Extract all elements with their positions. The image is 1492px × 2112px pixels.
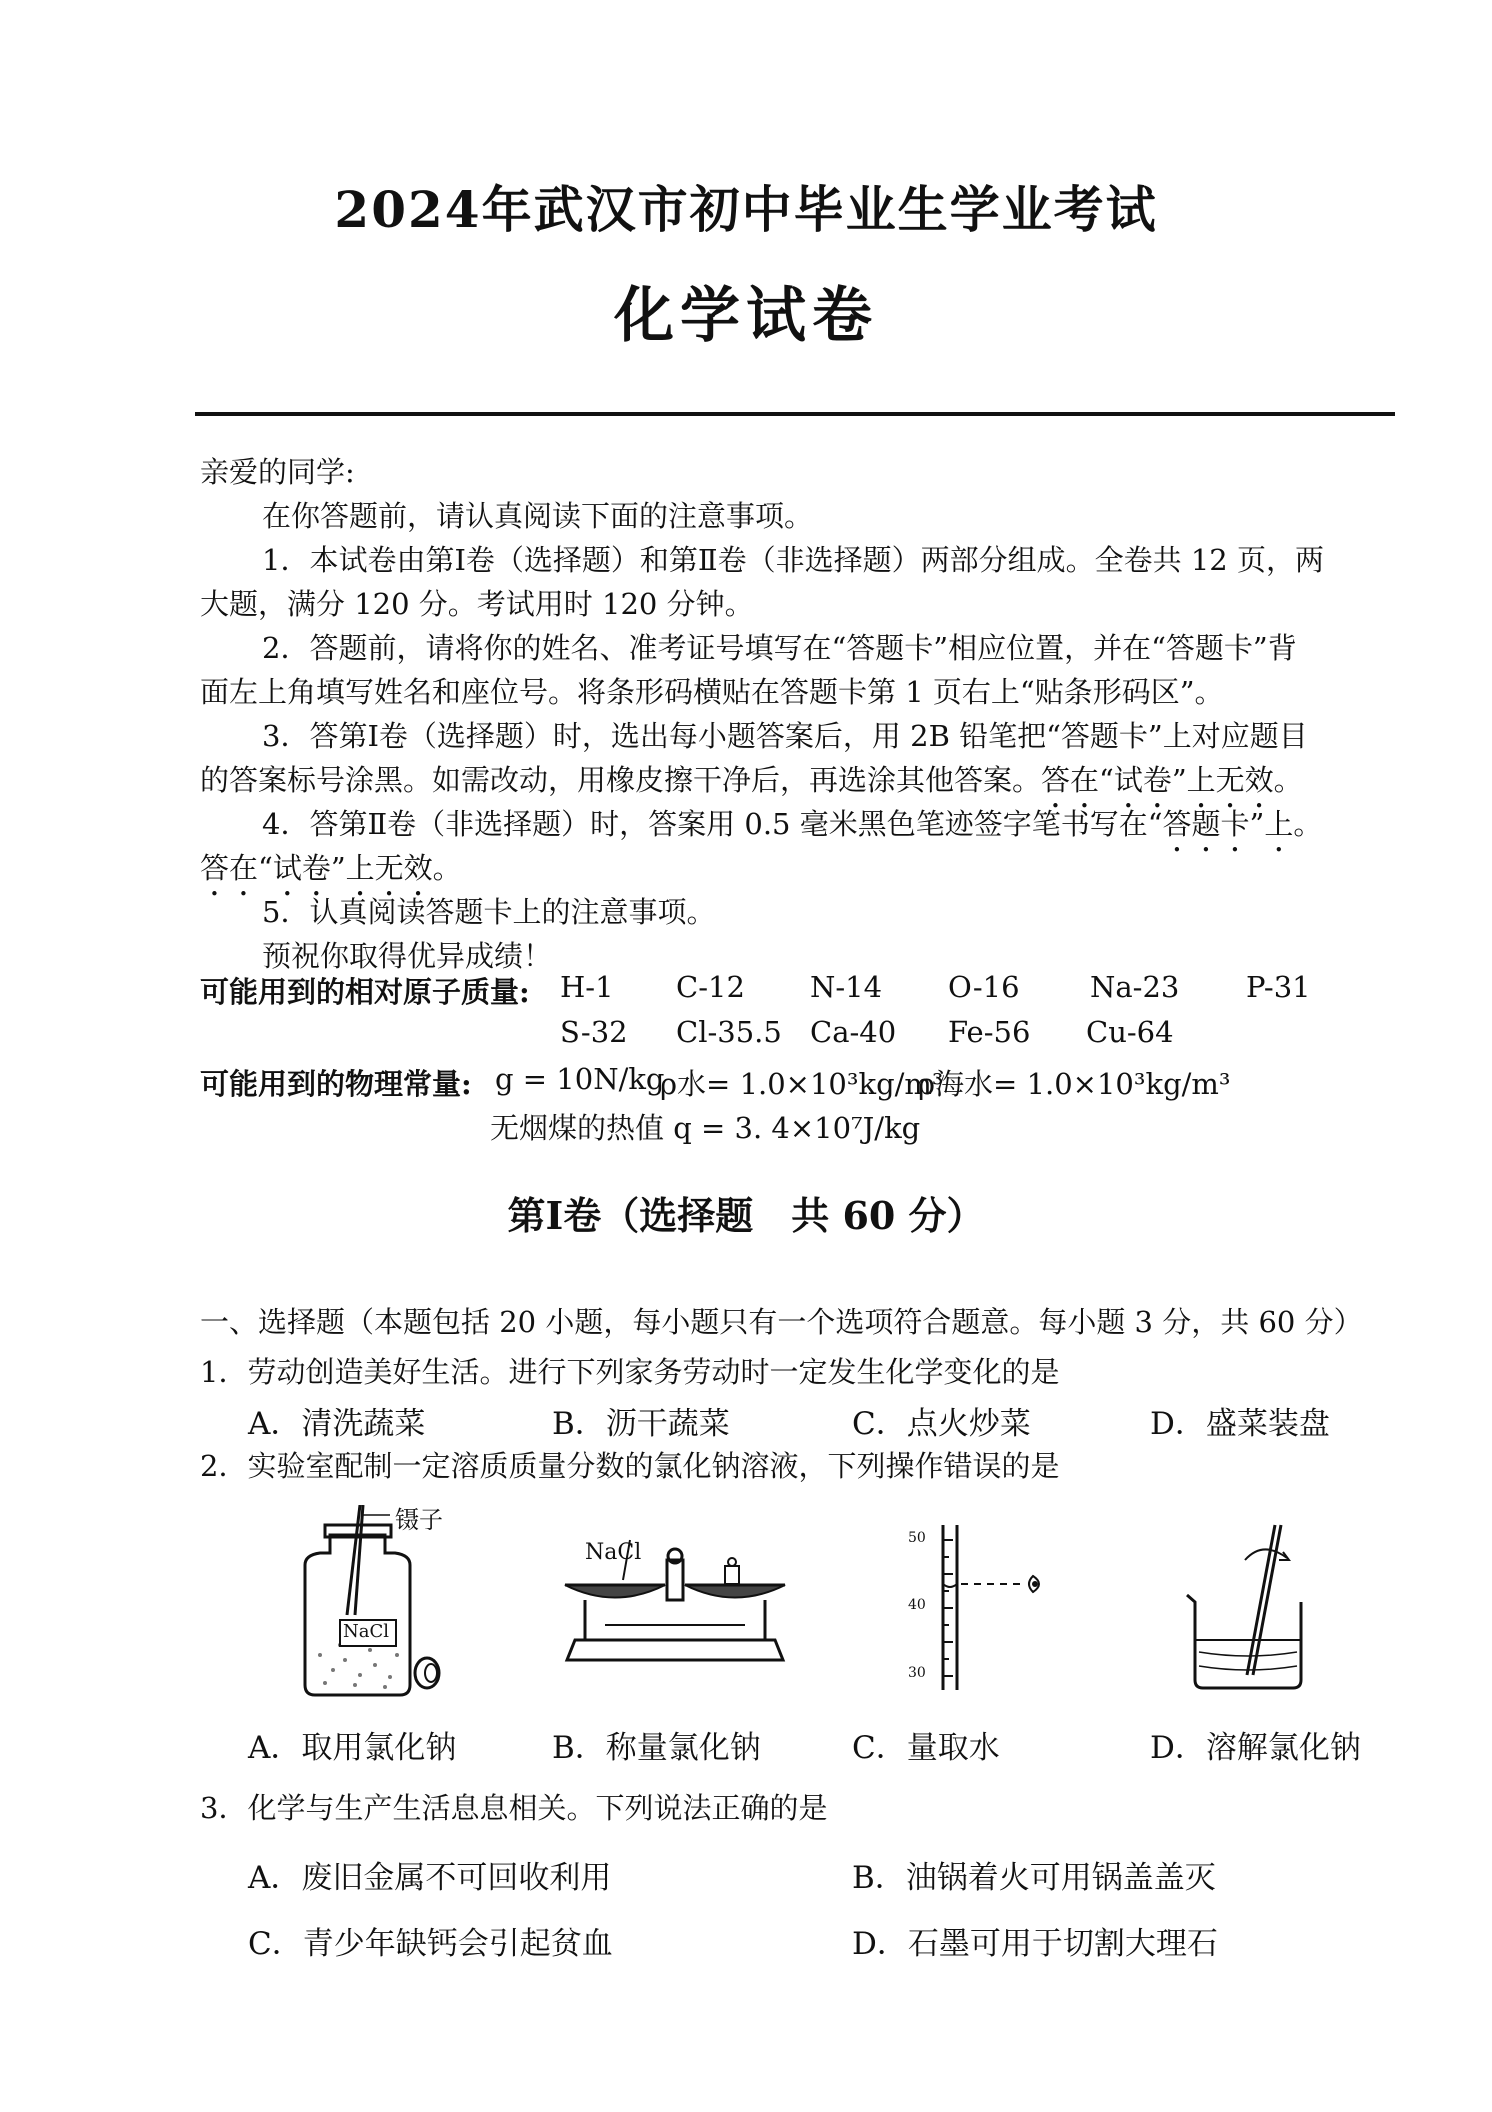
q3-option-a: A．废旧金属不可回收利用 <box>248 1860 612 1896</box>
notice-item4-end: 。 <box>1293 807 1323 841</box>
notice-item3-text: 的答案标号涂黑。如需改动，用橡皮擦干净后，再选涂其他答案。 <box>200 763 1042 797</box>
notice-item2-line1: 2．答题前，请将你的姓名、准考证号填写在“答题卡”相应位置，并在“答题卡”背 <box>262 631 1297 665</box>
q3-option-d: D．石墨可用于切割大理石 <box>852 1926 1218 1962</box>
constant-g: g = 10N/kg <box>495 1062 665 1096</box>
constant-rho-water: ρ水= 1.0×10³kg/m³ <box>660 1067 944 1101</box>
figure-d-beaker-stirring <box>1175 1520 1335 1700</box>
atomic-mass-o: O-16 <box>948 970 1020 1004</box>
q1-option-b: B．沥干蔬菜 <box>552 1406 730 1442</box>
notice-greeting: 亲爱的同学: <box>200 455 355 489</box>
atomic-mass-n: N-14 <box>810 970 883 1004</box>
q1-option-c: C．点火炒菜 <box>852 1406 1031 1442</box>
q1-option-d: D．盛菜装盘 <box>1150 1406 1330 1442</box>
notice-item5: 5．认真阅读答题卡上的注意事项。 <box>262 895 716 929</box>
notice-intro: 在你答题前，请认真阅读下面的注意事项。 <box>262 499 814 533</box>
atomic-mass-label: 可能用到的相对原子质量: <box>200 975 530 1009</box>
atomic-mass-p: P-31 <box>1246 970 1311 1004</box>
atomic-mass-s: S-32 <box>560 1015 628 1049</box>
volume1-title: 第Ⅰ卷（选择题 共 60 分） <box>507 1193 985 1238</box>
q2-option-d: D．溶解氯化钠 <box>1150 1730 1361 1766</box>
atomic-mass-ca: Ca-40 <box>810 1015 897 1049</box>
q3-option-c: C．青少年缺钙会引起贫血 <box>248 1926 613 1962</box>
figure-c-mark-40: 40 <box>908 1597 926 1613</box>
notice-item1-line1: 1．本试卷由第Ⅰ卷（选择题）和第Ⅱ卷（非选择题）两部分组成。全卷共 12 页，两 <box>262 543 1324 577</box>
q1-stem: 1．劳动创造美好生活。进行下列家务劳动时一定发生化学变化的是 <box>200 1355 1060 1389</box>
atomic-mass-cl: Cl-35.5 <box>676 1015 782 1049</box>
section1-heading: 一、选择题（本题包括 20 小题，每小题只有一个选项符合题意。每小题 3 分，共 60 分） <box>200 1305 1363 1339</box>
atomic-mass-cu: Cu-64 <box>1086 1015 1174 1049</box>
q2-option-a: A．取用氯化钠 <box>248 1730 457 1766</box>
notice-item3-emphasis: 答在“试卷”上无效 <box>1041 763 1274 797</box>
notice-item3-line1: 3．答第Ⅰ卷（选择题）时，选出每小题答案后，用 2B 铅笔把“答题卡”上对应题目 <box>262 719 1308 753</box>
notice-item4-emphasis: “答题卡”上 <box>1147 807 1294 841</box>
figure-c-mark-30: 30 <box>908 1665 926 1681</box>
atomic-mass-na: Na-23 <box>1090 970 1180 1004</box>
constant-heat-value: 无烟煤的热值 q = 3. 4×10⁷J/kg <box>490 1111 921 1145</box>
q2-option-b: B．称量氯化钠 <box>552 1730 761 1766</box>
figure-b-nacl-label: NaCl <box>585 1540 642 1565</box>
constant-rho-seawater: ρ海水= 1.0×10³kg/m³ <box>918 1067 1231 1101</box>
notice-item2-line2: 面左上角填写姓名和座位号。将条形码横贴在答题卡第 1 页右上“贴条形码区”。 <box>200 675 1224 709</box>
exam-subtitle: 化学试卷 <box>614 281 878 351</box>
figure-a-tweezers-label: 镊子 <box>395 1506 443 1534</box>
q3-option-b: B．油锅着火可用锅盖盖灭 <box>852 1860 1216 1896</box>
notice-item3-end: 。 <box>1273 763 1303 797</box>
q2-option-c: C．量取水 <box>852 1730 1000 1766</box>
figure-c-mark-50: 50 <box>908 1530 926 1546</box>
atomic-mass-h: H-1 <box>560 970 614 1004</box>
notice-item4-text: 4．答第Ⅱ卷（非选择题）时，答案用 0.5 毫米黑色笔迹签字笔书写在 <box>262 807 1148 841</box>
header-rule <box>195 412 1395 416</box>
figure-a-nacl-label: NaCl <box>343 1621 390 1642</box>
notice-wish: 预祝你取得优异成绩！ <box>262 939 553 973</box>
notice-item1-line2: 大题，满分 120 分。考试用时 120 分钟。 <box>200 587 754 621</box>
atomic-mass-c: C-12 <box>676 970 745 1004</box>
notice-item4-end2: 。 <box>432 851 462 885</box>
notice-item4-emphasis2: 答在“试卷”上无效 <box>200 851 433 885</box>
constants-label: 可能用到的物理常量: <box>200 1067 472 1101</box>
q2-stem: 2．实验室配制一定溶质质量分数的氯化钠溶液，下列操作错误的是 <box>200 1449 1060 1483</box>
figure-a-reagent-jar <box>285 1505 475 1705</box>
q1-option-a: A．清洗蔬菜 <box>248 1406 426 1442</box>
exam-title: 2024年武汉市初中毕业生学业考试 <box>334 180 1158 239</box>
q3-stem: 3．化学与生产生活息息相关。下列说法正确的是 <box>200 1791 828 1825</box>
atomic-mass-fe: Fe-56 <box>948 1015 1031 1049</box>
